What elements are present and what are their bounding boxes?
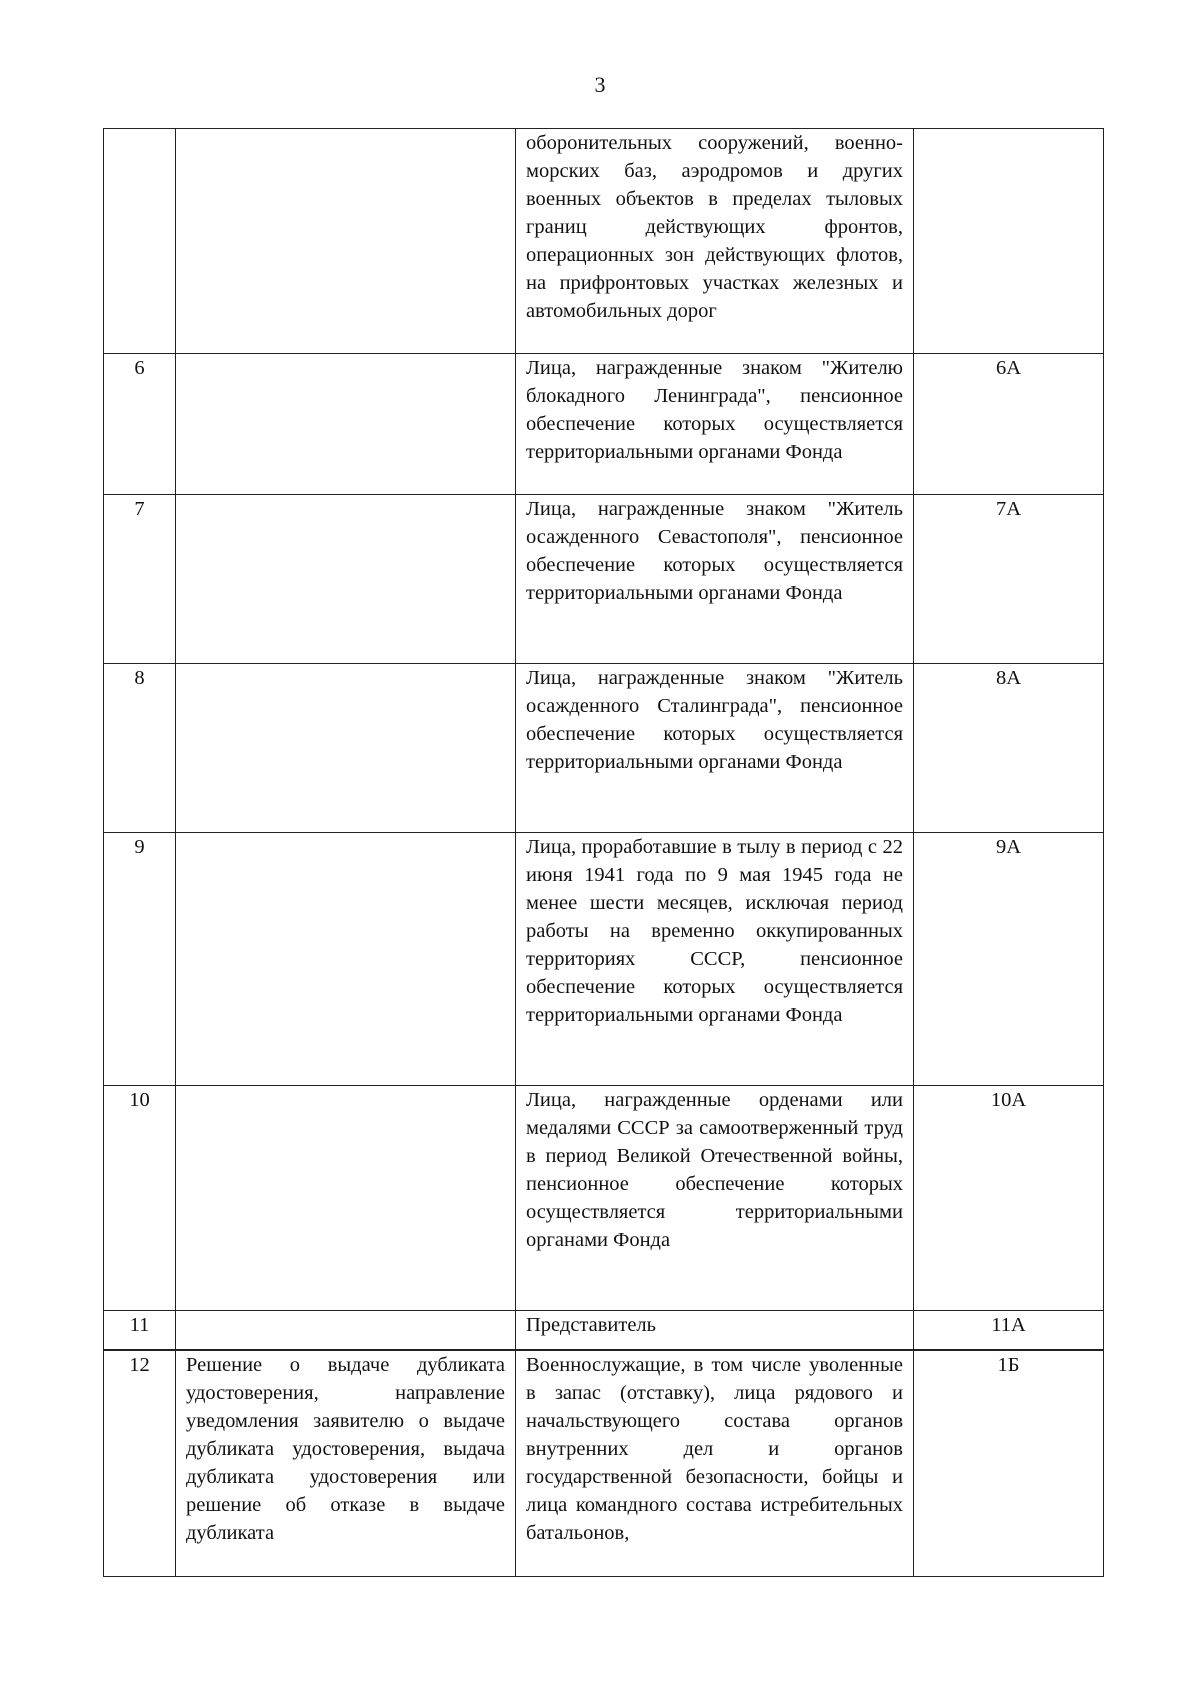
row-number: 12 (104, 1350, 176, 1577)
row-number (104, 129, 176, 354)
page-number: 3 (594, 72, 606, 97)
category-cell: Военнослужащие, в том числе уволенные в запас (отставку), лица рядового и начальствующего состава органов внутренних дел и органов государственной безопасности, бойцы и лица командного состава истребительных батальонов, (516, 1350, 914, 1577)
code-cell: 11А (914, 1311, 1104, 1351)
row-number: 10 (104, 1086, 176, 1311)
table-row (104, 354, 1104, 495)
row-number: 6 (104, 354, 176, 495)
table-row (104, 495, 1104, 664)
table-row (104, 1350, 1104, 1577)
category-cell: оборонительных сооружений, военно-морских баз, аэродромов и других военных объектов в пределах тыловых границ действующих фронтов, операционных зон действующих флотов, на прифронтовых участках железных и автомобильных дорог (516, 129, 914, 354)
row-number: 9 (104, 833, 176, 1086)
row-number: 11 (104, 1311, 176, 1351)
table-row (104, 1311, 1104, 1351)
code-cell: 8А (914, 664, 1104, 833)
code-cell: 7А (914, 495, 1104, 664)
table-row (104, 833, 1104, 1086)
row-number: 7 (104, 495, 176, 664)
service-cell (176, 833, 516, 1086)
category-cell: Лица, награжденные орденами или медалями СССР за самоотверженный труд в период Великой Отечественной войны, пенсионное обеспечение которых осуществляется территориальными органами Фонда (516, 1086, 914, 1311)
service-cell (176, 664, 516, 833)
service-cell (176, 1311, 516, 1351)
service-cell (176, 129, 516, 354)
code-cell: 1Б (914, 1350, 1104, 1577)
service-cell: Решение о выдаче дубликата удостоверения, направление уведомления заявителю о выдаче дубликата удостоверения, выдача дубликата удостоверения или решение об отказе в выдаче дубликата (176, 1350, 516, 1577)
row-number: 8 (104, 664, 176, 833)
category-cell: Лица, награжденные знаком "Житель осажденного Сталинграда", пенсионное обеспечение которых осуществляется территориальными органами Фонда (516, 664, 914, 833)
category-cell: Лица, проработавшие в тылу в период с 22 июня 1941 года по 9 мая 1945 года не менее шести месяцев, исключая период работы на временно оккупированных территориях СССР, пенсионное обеспечение которых осуществляется территориальными органами Фонда (516, 833, 914, 1086)
services-table (103, 128, 1104, 1577)
table-row (104, 664, 1104, 833)
category-cell: Лица, награжденные знаком "Житель осажденного Севастополя", пенсионное обеспечение которых осуществляется территориальными органами Фонда (516, 495, 914, 664)
code-cell: 10А (914, 1086, 1104, 1311)
service-cell (176, 1086, 516, 1311)
code-cell: 6А (914, 354, 1104, 495)
table-row (104, 1086, 1104, 1311)
category-cell: Представитель (516, 1311, 914, 1351)
category-cell: Лица, награжденные знаком "Жителю блокадного Ленинграда", пенсионное обеспечение которых осуществляется территориальными органами Фонда (516, 354, 914, 495)
table-row (104, 129, 1104, 354)
code-cell (914, 129, 1104, 354)
code-cell: 9А (914, 833, 1104, 1086)
service-cell (176, 495, 516, 664)
service-cell (176, 354, 516, 495)
